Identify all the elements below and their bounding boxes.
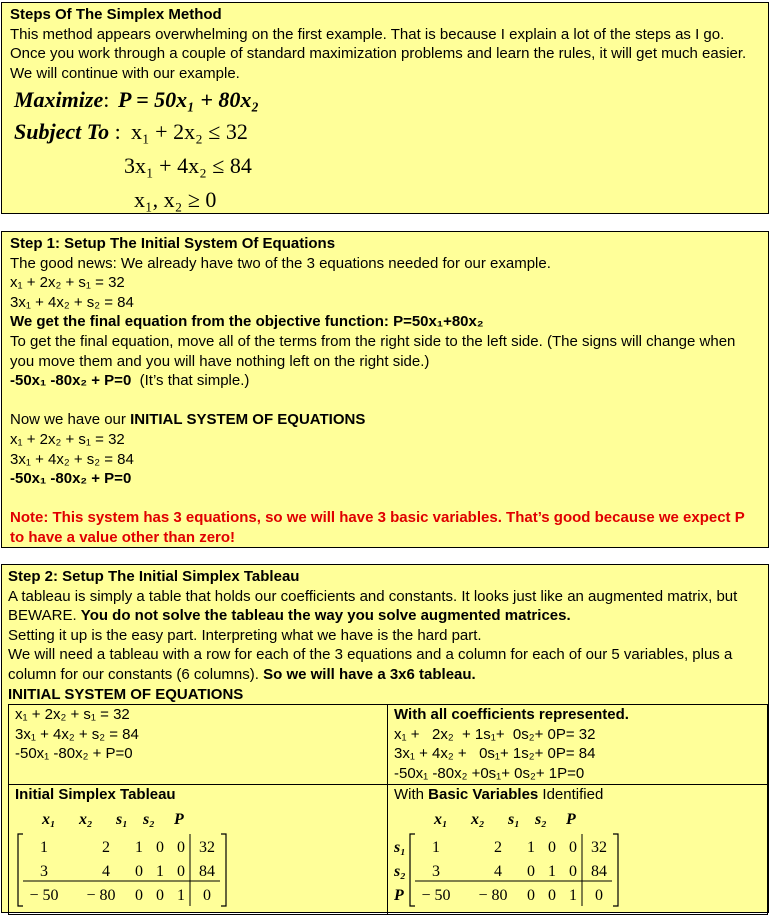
col-header: x₂ xyxy=(79,811,93,829)
tableau-cell: 1 xyxy=(569,887,577,905)
constraint-2: 3x₁ + 4x₂ ≤ 84 xyxy=(124,153,252,179)
tableau-cell: 0 xyxy=(135,863,143,881)
tableau-cell: 3 xyxy=(40,863,48,881)
col-header: s₂ xyxy=(535,811,547,829)
tableau-cell: 1 xyxy=(177,887,185,905)
lp-problem: Maximize: P = 50x₁ + 80x₂ Subject To : x₁ + 2x₂ ≤ 32 3x₁ + 4x₂ ≤ 84 x₁, x₂ ≥ 0 xyxy=(14,87,260,213)
right-equation: -50x₁ -80x₂ +0s₁+ 0s₂+ 1P=0 xyxy=(394,764,585,782)
tableau-cell: 4 xyxy=(102,863,110,881)
tableau-cell: 4 xyxy=(494,863,502,881)
left-equation: -50x₁ -80x₂ + P=0 xyxy=(15,745,133,763)
tableau-cell: 1 xyxy=(135,839,143,857)
tableau-cell: 1 xyxy=(527,839,535,857)
step1-objective-heading: We get the final equation from the objective function: P=50x₁+80x₂ xyxy=(10,313,484,331)
step2-title: Step 2: Setup The Initial Simplex Tableau xyxy=(8,568,300,585)
step1-explanation: To get the final equation, move all of the terms from the right side to the left side. (The signs will change when you move them and you will have nothing left on the right side.) xyxy=(10,332,736,370)
tableau-values xyxy=(421,839,607,904)
tableau-cell: 0 xyxy=(135,887,143,905)
tableau-cell: 84 xyxy=(199,863,215,881)
system-table-title: INITIAL SYSTEM OF EQUATIONS xyxy=(8,685,244,703)
final-equation-bold: -50x₁ -80x₂ + P=0 xyxy=(10,372,132,390)
comparison-table xyxy=(8,704,768,915)
constraint-1: x₁ + 2x₂ ≤ 32 xyxy=(131,119,248,145)
step2-para-3-bold: So we will have a 3x6 tableau. xyxy=(263,665,476,683)
right-equation: 3x₁ + 4x₂ + 0s₁+ 1s₂+ 0P= 84 xyxy=(394,745,596,763)
row-label: P xyxy=(394,887,404,905)
tableau-cell: 84 xyxy=(591,863,607,881)
step1-line: The good news: We already have two of the 3 equations needed for our example. xyxy=(10,254,551,272)
tableau-cell: 3 xyxy=(432,863,440,881)
intro-box xyxy=(1,2,769,214)
tableau-cell: − 80 xyxy=(86,887,116,905)
tableau-cell: 0 xyxy=(156,887,164,905)
step1-box xyxy=(1,231,769,548)
tableau-cell: 32 xyxy=(199,839,215,857)
intro-paragraph: This method appears overwhelming on the first example. That is because I explain a lot of the steps as I go. Once you work through a couple of standard maximization problems and learn the rules, it will get much easier. We will continue with our example. xyxy=(10,25,747,82)
step2-box xyxy=(1,564,769,913)
col-header: s₁ xyxy=(508,811,520,829)
left-equation: x₁ + 2x₂ + s₁ = 32 xyxy=(15,706,130,724)
tableau-cell: 1 xyxy=(548,863,556,881)
col-header: x₂ xyxy=(471,811,485,829)
step1-equation: -50x₁ -80x₂ + P=0 xyxy=(10,470,132,488)
tableau-cell: 1 xyxy=(156,863,164,881)
step1-title: Step 1: Setup The Initial System Of Equations xyxy=(10,235,336,252)
tableau-cell: 0 xyxy=(548,839,556,857)
step1-equation: 3x₁ + 4x₂ + s₂ = 84 xyxy=(10,450,134,468)
right-tableau-cell xyxy=(388,784,768,914)
right-bracket xyxy=(613,834,618,906)
row-label: s₂ xyxy=(394,863,406,881)
step1-note: Note: This system has 3 equations, so we will have 3 basic variables. That’s good because we expect P to have a value other than zero! xyxy=(10,509,745,546)
right-equations-title: With all coefficients represented. xyxy=(394,706,629,724)
step2-para-3 xyxy=(8,645,768,684)
tableau-cell: 1 xyxy=(432,839,440,857)
tableau-cell: 0 xyxy=(595,887,603,905)
step1-system-intro xyxy=(10,410,760,430)
col-header: x₁ xyxy=(434,811,448,829)
right-tableau-title xyxy=(394,785,761,805)
right-equation: x₁ + 2x₂ + 1s₁+ 0s₂+ 0P= 32 xyxy=(394,725,596,743)
step1-final-equation xyxy=(10,371,760,391)
step2-para-2: Setting it up is the easy part. Interpreting what we have is the hard part. xyxy=(8,626,482,644)
left-tableau-cell xyxy=(9,784,388,914)
tableau-cell: 0 xyxy=(203,887,211,905)
left-equation: 3x₁ + 4x₂ + s₂ = 84 xyxy=(15,725,139,743)
step2-para-1-bold: You do not solve the tableau the way you solve augmented matrices. xyxy=(80,607,571,625)
tableau-cell: − 80 xyxy=(478,887,508,905)
left-equations-cell xyxy=(9,705,388,784)
col-header: P xyxy=(174,811,184,829)
objective-function: P = 50x₁ + 80x₂ xyxy=(118,87,260,113)
tableau-cell: − 50 xyxy=(29,887,59,905)
right-tableau-title-bold: Basic Variables xyxy=(428,785,539,803)
maximize-keyword: Maximize xyxy=(14,87,104,113)
tableau-cell: 0 xyxy=(548,887,556,905)
row-label: s₁ xyxy=(394,839,406,857)
left-bracket xyxy=(410,834,415,906)
left-tableau-title: Initial Simplex Tableau xyxy=(15,785,176,803)
step1-equation: x₁ + 2x₂ + s₁ = 32 xyxy=(10,274,125,292)
col-header: s₂ xyxy=(143,811,155,829)
tableau-cell: 0 xyxy=(177,863,185,881)
intro-title: Steps Of The Simplex Method xyxy=(10,6,222,23)
tableau-cell: 2 xyxy=(102,839,110,857)
system-intro-bold: INITIAL SYSTEM OF EQUATIONS xyxy=(130,411,366,429)
step2-para-1-text: A tableau is simply a table that holds our coefficients and constants. It looks just like an augmented matrix, but BEWARE. xyxy=(8,587,738,625)
tableau-cell: 0 xyxy=(569,839,577,857)
tableau-cell: 32 xyxy=(591,839,607,857)
col-header: P xyxy=(566,811,576,829)
tableau-cell: 0 xyxy=(156,839,164,857)
system-intro-text: Now we have our xyxy=(10,411,131,429)
tableau-cell: 0 xyxy=(569,863,577,881)
col-header: x₁ xyxy=(42,811,56,829)
right-tableau-title-post: Identified xyxy=(538,785,604,803)
step2-para-1 xyxy=(8,587,768,626)
final-equation-comment: (It’s that simple.) xyxy=(131,372,250,390)
tableau-cell: 1 xyxy=(40,839,48,857)
step2-para-3-text: We will need a tableau with a row for each of the 3 equations and a column for each of our 5 variables, plus a column for our constants (6 columns). xyxy=(8,646,733,683)
left-bracket xyxy=(18,834,23,906)
right-bracket xyxy=(221,834,226,906)
step1-equation: x₁ + 2x₂ + s₁ = 32 xyxy=(10,430,125,448)
labeled-tableau xyxy=(394,804,634,908)
tableau-cell: 2 xyxy=(494,839,502,857)
initial-tableau xyxy=(15,804,235,908)
col-header: s₁ xyxy=(116,811,128,829)
tableau-cell: 0 xyxy=(527,863,535,881)
tableau-cell: 0 xyxy=(527,887,535,905)
tableau-cell: − 50 xyxy=(421,887,451,905)
right-tableau-title-pre: With xyxy=(394,785,429,803)
subject-to-keyword: Subject To xyxy=(14,119,110,145)
right-equations-cell xyxy=(388,705,768,784)
step1-equation: 3x₁ + 4x₂ + s₂ = 84 xyxy=(10,293,134,311)
tableau-cell: 0 xyxy=(177,839,185,857)
tableau-values xyxy=(29,839,215,904)
constraint-3: x₁, x₂ ≥ 0 xyxy=(134,187,217,213)
